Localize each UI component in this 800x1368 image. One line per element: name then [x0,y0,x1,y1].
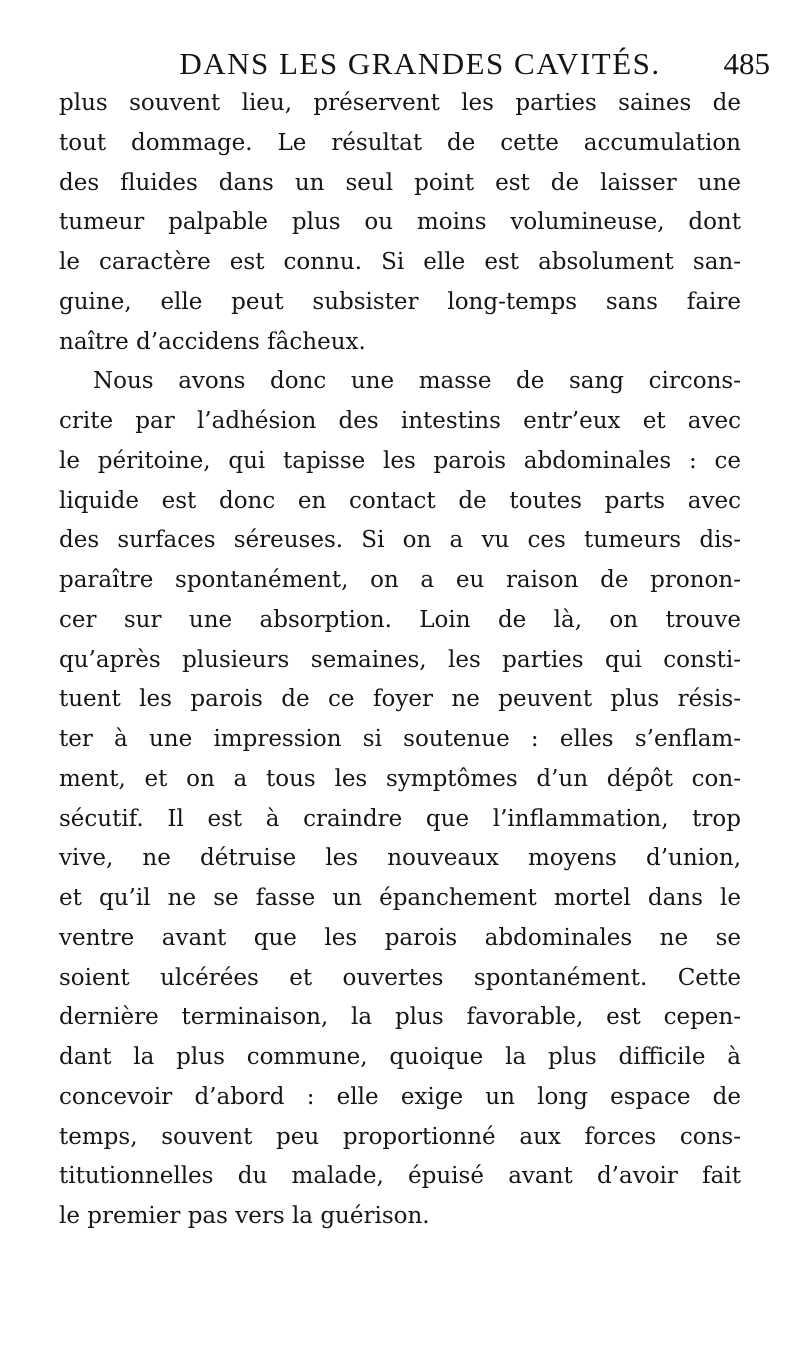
text-line: des surfaces séreuses. Si on a vu ces tumeurs dis- [59,527,741,554]
text-line: guine, elle peut subsister long-temps sans faire [59,288,741,315]
body-text [59,84,741,1237]
text-line: qu’après plusieurs semaines, les parties qui consti- [59,646,741,673]
text-line: le caractère est connu. Si elle est absolument san- [59,249,741,275]
text-line: cer sur une absorption. Loin de là, on trouve [59,606,741,633]
text-line: sécutif. Il est à craindre que l’inflammation, trop [59,805,741,832]
text-line: ventre avant que les parois abdominales ne se [59,924,741,951]
running-title: DANS LES GRANDES CAVITÉS. [179,46,661,81]
text-line: crite par l’adhésion des intestins entr’eux et avec [59,408,741,434]
text-line: le péritoine, qui tapisse les parois abdominales : ce [59,447,741,474]
text-line: naître d’accidens fâcheux. [59,328,366,355]
text-line: titutionnelles du malade, épuisé avant d’avoir fait [59,1163,741,1190]
text-line: liquide est donc en contact de toutes parts avec [59,487,741,514]
text-line: soient ulcérées et ouvertes spontanément. Cette [59,964,741,991]
text-line: ter à une impression si soutenue : elles s’enflam- [59,726,741,752]
text-line: tuent les parois de ce foyer ne peuvent plus résis- [59,686,741,713]
text-line: des fluides dans un seul point est de laisser une [59,169,741,196]
text-line: tout dommage. Le résultat de cette accumulation [59,129,741,156]
page-number: 485 [723,46,770,81]
paragraph-first-line: Nous avons donc une masse de sang circons- [93,368,741,395]
text-line: et qu’il ne se fasse un épanchement mortel dans le [59,885,741,911]
text-line: vive, ne détruise les nouveaux moyens d’union, [59,845,741,872]
text-line: plus souvent lieu, préservent les parties saines de [59,90,741,116]
text-line: le premier pas vers la guérison. [59,1203,430,1229]
text-line: dant la plus commune, quoique la plus difficile à [59,1044,741,1070]
text-line: dernière terminaison, la plus favorable, est cepen- [59,1004,741,1031]
text-line: paraître spontanément, on a eu raison de pronon- [59,567,741,593]
text-line: concevoir d’abord : elle exige un long espace de [59,1083,741,1110]
text-line: tumeur palpable plus ou moins volumineuse, dont [59,209,741,236]
text-line: ment, et on a tous les symptômes d’un dépôt con- [59,765,741,792]
text-line: temps, souvent peu proportionné aux forces cons- [59,1123,741,1150]
